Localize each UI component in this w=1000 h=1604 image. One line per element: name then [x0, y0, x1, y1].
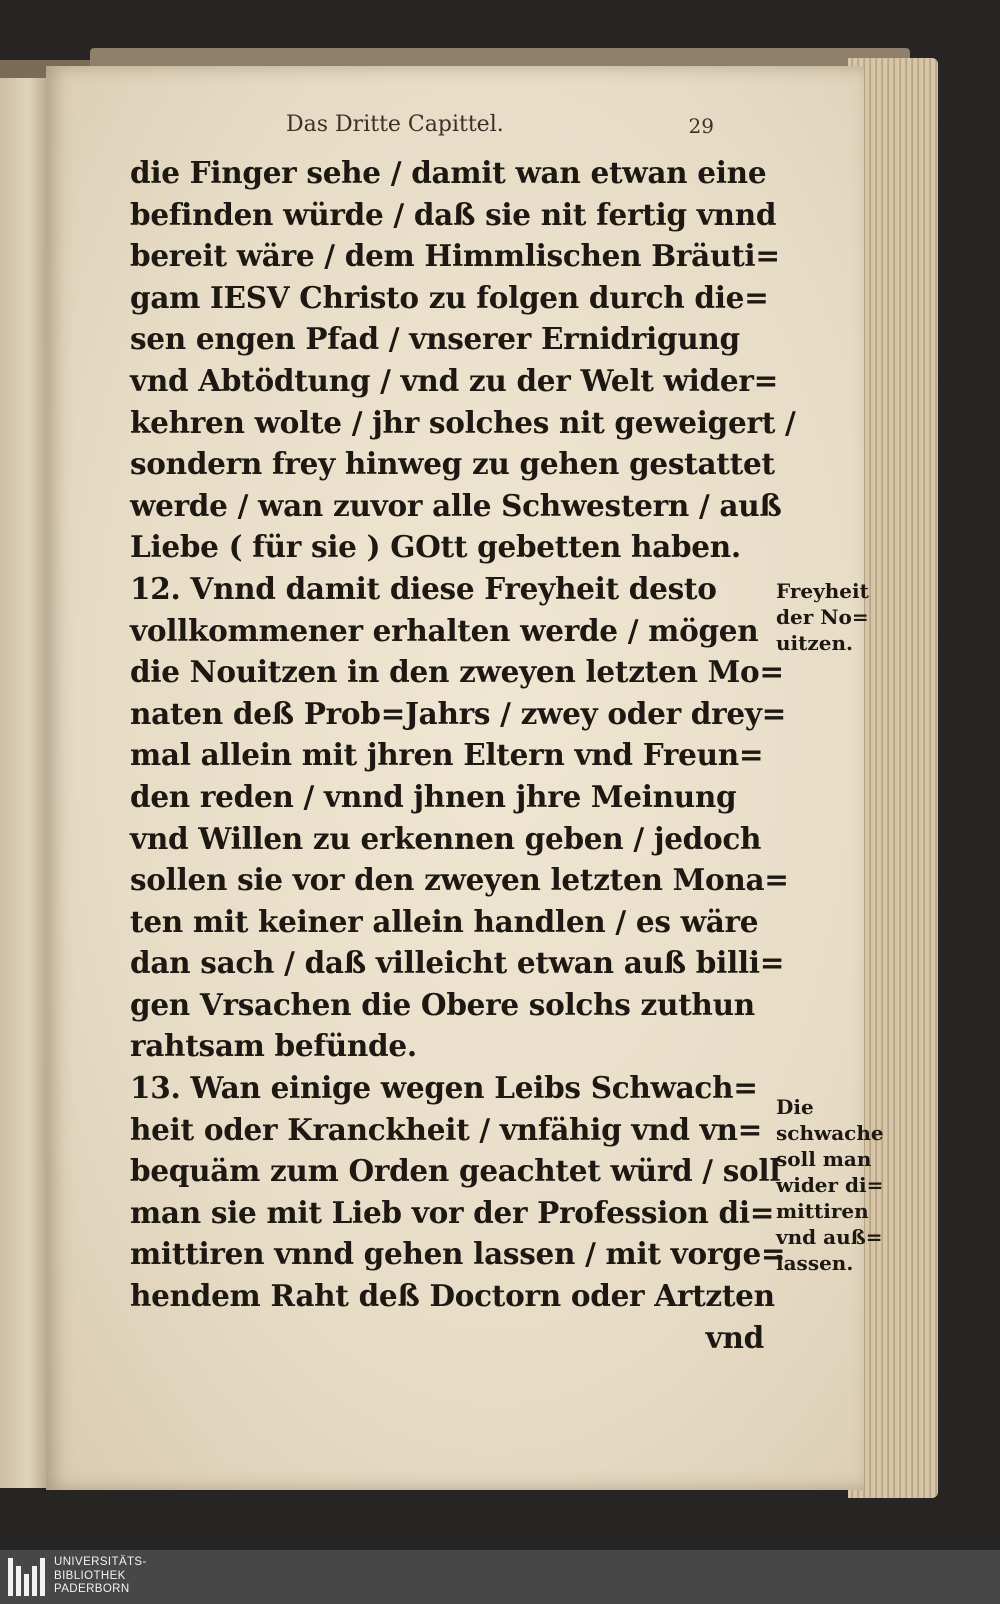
text-line: den reden / vnnd jhnen jhre Meinung [130, 778, 737, 814]
text-line: kehren wolte / jhr solches nit geweigert / [130, 404, 796, 440]
book-page [46, 66, 884, 1490]
margin-note-line: lassen. [776, 1251, 854, 1275]
margin-note-weak [776, 1094, 884, 1276]
text-line: hendem Raht deß Doctorn oder Artzten [130, 1278, 775, 1314]
margin-note-line: der No= [776, 605, 869, 629]
text-line: sondern frey hinweg zu gehen gestattet [130, 446, 775, 482]
text-line: 12. Vnnd damit diese Freyheit desto [130, 570, 717, 606]
text-line: mittiren vnnd gehen lassen / mit vorge= [130, 1236, 786, 1272]
text-line: ten mit keiner allein handlen / es wäre [130, 903, 759, 939]
text-line: vnd Abtödtung / vnd zu der Welt wider= [130, 362, 779, 398]
logo-line: UNIVERSITÄTS- [54, 1556, 147, 1568]
text-line: bequäm zum Orden geachtet würd / soll [130, 1153, 781, 1189]
margin-note-line: wider di= [776, 1173, 884, 1197]
book-cover-edge [90, 48, 910, 68]
margin-note-line: uitzen. [776, 631, 853, 655]
text-line: werde / wan zuvor alle Schwestern / auß [130, 487, 782, 523]
body-text [130, 152, 796, 1358]
text-line: sollen sie vor den zweyen letzten Mona= [130, 862, 789, 898]
margin-note-line: Die [776, 1095, 814, 1119]
text-line: rahtsam befünde. [130, 1028, 417, 1064]
text-line: heit oder Kranckheit / vnfähig vnd vn= [130, 1111, 763, 1147]
library-footer [0, 1550, 1000, 1604]
text-line: vollkommener erhalten werde / mögen [130, 612, 759, 648]
logo-line: PADERBORN [54, 1583, 130, 1595]
text-line: Liebe ( für sie ) GOtt gebetten haben. [130, 529, 741, 565]
text-line: vnd Willen zu erkennen geben / jedoch [130, 820, 762, 856]
text-line: naten deß Prob=Jahrs / zwey oder drey= [130, 695, 787, 731]
catchword: vnd [705, 1319, 764, 1355]
margin-note-line: mittiren [776, 1199, 869, 1223]
text-line: dan sach / daß villeicht etwan auß billi= [130, 945, 785, 981]
text-line: die Finger sehe / damit wan etwan eine [130, 155, 767, 190]
text-line: 13. Wan einige wegen Leibs Schwach= [130, 1070, 758, 1106]
margin-note-freedom [776, 578, 880, 656]
text-line: die Nouitzen in den zweyen letzten Mo= [130, 654, 784, 690]
margin-note-line: schwache [776, 1121, 884, 1145]
page-number: 29 [688, 114, 714, 138]
logo-line: BIBLIOTHEK [54, 1569, 126, 1582]
left-page-edge [0, 78, 50, 1488]
text-line: gam IESV Christo zu folgen durch die= [130, 279, 769, 315]
text-line: sen engen Pfad / vnserer Ernidrigung [130, 321, 740, 357]
library-logo-text [54, 1556, 147, 1597]
library-logo-icon [8, 1558, 48, 1596]
margin-note-line: soll man [776, 1147, 872, 1171]
text-line: gen Vrsachen die Obere solchs zuthun [130, 986, 755, 1022]
margin-note-line: Freyheit [776, 579, 869, 603]
margin-note-line: vnd auß= [776, 1225, 883, 1249]
text-line: befinden würde / daß sie nit fertig vnnd [130, 196, 777, 232]
text-line: mal allein mit jhren Eltern vnd Freun= [130, 737, 764, 773]
text-line: man sie mit Lieb vor der Profession di= [130, 1194, 775, 1230]
running-head: Das Dritte Capittel. [286, 112, 504, 137]
text-line: bereit wäre / dem Himmlischen Bräuti= [130, 238, 780, 274]
